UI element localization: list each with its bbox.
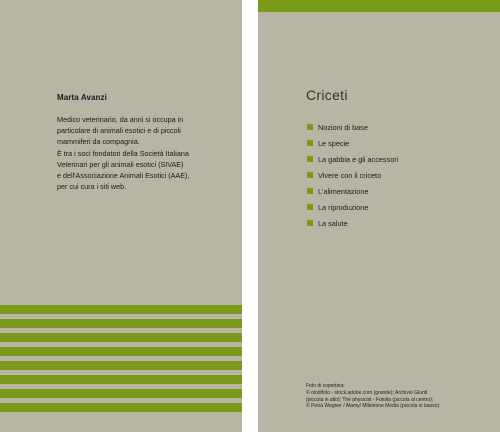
bio-line: per cui cura i siti web. [57,182,127,192]
stripe [0,375,242,384]
credits-line: © olodifoto - stock.adobe.com (grande); Archivio Giunti [306,389,428,396]
toc-item-label: La gabbia e gli accessori [318,154,399,164]
stripe [0,305,242,314]
toc-item-label: Nozioni di base [318,122,368,132]
stripe [0,347,242,356]
bio-line: mammiferi da compagnia. [57,137,140,147]
square-bullet-icon [307,172,313,178]
bio-line: e dell'Associazione Animali Esotici (AAE), [57,171,190,181]
book-title: Criceti [306,87,348,103]
square-bullet-icon [307,140,313,146]
toc-item [307,199,398,215]
bio-line: Medico veterinario, da anni si occupa in [57,115,184,124]
author-name: Marta Avanzi [57,93,107,102]
square-bullet-icon [307,188,313,194]
credits-line: Foto di copertina: [306,383,345,389]
toc-item-label: Le specie [318,138,350,148]
credits-line: (piccola in alto); The physicist - Fotolia (piccola al centro); [306,396,434,403]
bio-line: È tra i soci fondatori della Società Italiana [57,148,189,158]
stripe [0,319,242,328]
credits-line: © Petra Wegner / Alamy/ Milestone Media (piccola in basso). [306,403,441,410]
toc-item-label: La salute [318,218,348,228]
toc-item [307,151,398,167]
front-flap-panel [258,0,500,432]
toc-item [307,167,398,183]
accent-bar [258,0,500,12]
toc-item-label: La riproduzione [318,202,369,212]
stripe [0,389,242,398]
bio-line: Veterinari per gli animali esotici (SIVAE) [57,159,184,169]
photo-credits [306,383,496,410]
toc-item [307,119,398,135]
bio-line: particolare di animali esotici e di piccoli [57,126,181,136]
stripe [0,361,242,370]
toc-item-label: L'alimentazione [318,186,369,196]
stripe [0,403,242,412]
square-bullet-icon [307,204,313,210]
toc-item [307,135,398,151]
toc-item [307,215,398,231]
back-cover-panel [0,0,242,432]
toc-item [307,183,398,199]
square-bullet-icon [307,156,313,162]
square-bullet-icon [307,220,313,226]
toc-item-label: Vivere con il criceto [318,170,382,180]
stripe [0,333,242,342]
decorative-stripes [0,305,242,417]
table-of-contents [307,119,398,231]
author-bio [57,114,207,192]
square-bullet-icon [307,124,313,130]
